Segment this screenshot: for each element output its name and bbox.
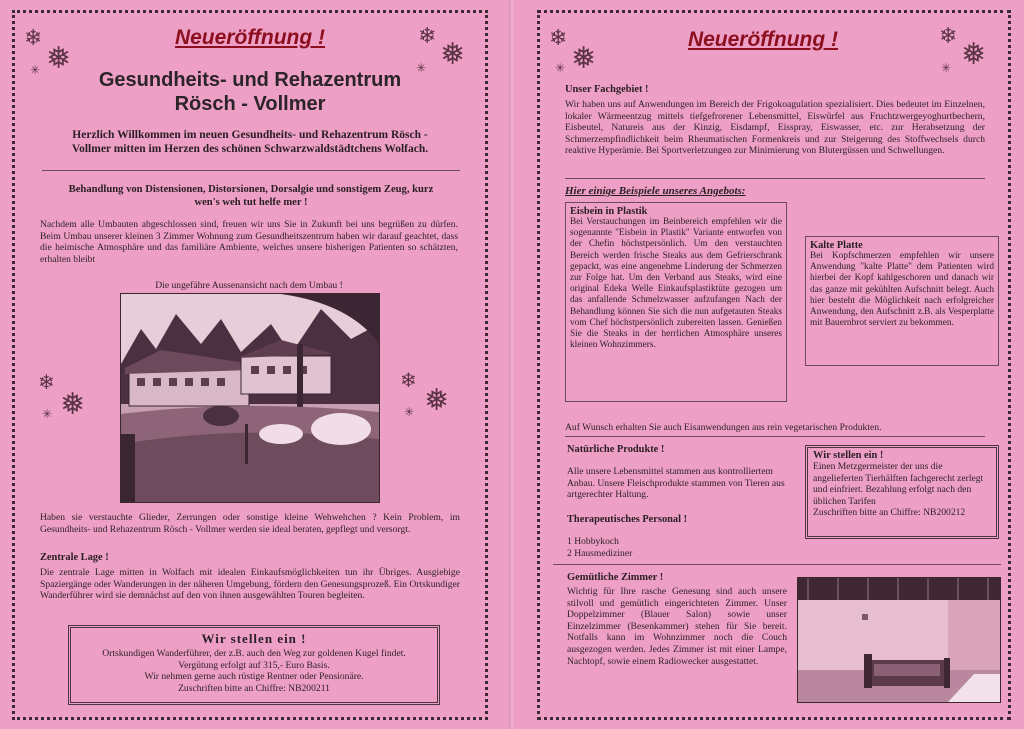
building-photo-graphic — [121, 294, 379, 502]
eisbein-heading: Eisbein in Plastik — [570, 206, 648, 217]
kalte-platte-paragraph: Bei Kopfschmerzen empfehlen wir unsere Anwendung "kalte Platte" dem Patienten wird hierbei der Kopf kahlgeschoren und danach wir das ganze mit gekühlten Aufschnitt belegt. Auch hier besteht die Möglichkeit nach erfolgreicher Anwendung, den Aufschnitt z.B. als Vesperplatte mit Bauernbrot serviert zu bekommen. — [810, 251, 994, 329]
snowflake-icon: ❄ — [418, 24, 437, 49]
center-title — [50, 68, 450, 116]
snowflake-icon: ❅ — [60, 387, 86, 422]
injury-paragraph: Haben sie verstauchte Glieder, Zerrungen oder sonstige kleine Wehwehchen ? Kein Problem, im Gesundheits- und Rehazentrum Rösch - Vollmer werden sie ideal beraten, gepflegt und versorgt. — [40, 512, 460, 535]
treatment-text: Behandlung von Distensionen, Distorsionen, Dorsalgie und sonstigem Zeug, kurz wen's weh tut helfe mer ! — [68, 184, 434, 208]
welcome-text: Herzlich Willkommen im neuen Gesundheits- und Rehazentrum Rösch - Vollmer mitten im Herzen des schönen Schwarzwaldstädtchens Wolfach. — [71, 129, 429, 155]
job-offer-chiffre: Zuschriften bitte an Chiffre: NB200212 — [813, 507, 966, 519]
staff-item: 1 Hobbykoch — [567, 536, 619, 547]
natural-heading: Natürliche Produkte ! — [567, 444, 665, 455]
snowflake-icon: ❅ — [424, 383, 450, 418]
natural-paragraph: Alle unsere Lebensmittel stammen aus kontrolliertem Anbau. Unsere Fleischprodukte stammen von Tieren aus artgerechter Haltung. — [567, 466, 785, 501]
kalte-platte-heading: Kalte Platte — [810, 240, 863, 251]
job-offer-heading: Wir stellen ein ! — [201, 631, 307, 646]
kalte-platte-box — [805, 236, 999, 366]
room-photo — [797, 577, 1001, 703]
photo-caption: Die ungefähre Aussenansicht nach dem Umbau ! — [155, 280, 343, 291]
snowflake-icon: ❅ — [961, 37, 987, 72]
job-offer-box-right — [805, 445, 999, 539]
job-offer-heading: Wir stellen ein ! — [813, 450, 884, 461]
snowflake-icon: ❅ — [440, 37, 466, 72]
location-heading: Zentrale Lage ! — [40, 552, 109, 563]
snowflake-icon: ✳ — [30, 63, 41, 77]
snowflake-icon: ✳ — [42, 407, 53, 421]
center-title-line1: Gesundheits- und Rehazentrum — [98, 69, 402, 91]
snowflake-icon: ✳ — [555, 61, 566, 75]
job-offer-box — [68, 625, 440, 705]
rooms-heading: Gemütliche Zimmer ! — [567, 572, 664, 583]
staff-item: 2 Hausmediziner — [567, 547, 633, 559]
job-offer-chiffre: Zuschriften bitte an Chiffre: NB200211 — [178, 682, 330, 694]
snowflake-icon: ❄ — [38, 370, 55, 394]
snowflake-icon: ❄ — [24, 26, 43, 51]
right-page — [513, 0, 1024, 729]
intro-paragraph: Nachdem alle Umbauten abgeschlossen sind, freuen wir uns Sie in Zukunft bei uns begrüßen zu dürfen. Beim Umbau unserer kleinen 3 Zimmer Wohnung zum Gesundheitszentrum haben wir darauf geachtet, dass die heimische Atmosphäre und das familiäre Ambiente, welches unsere bisherigen Patienten so schätzten, erhalten bleibt — [40, 219, 458, 265]
divider — [565, 436, 985, 437]
field-heading: Unser Fachgebiet ! — [565, 84, 649, 95]
job-offer-paragraph: Einen Metzgermeister der uns die angelieferten Tierhälften fachgerecht zerlegt und einfriert. Bezahlung erfolgt nach den üblichen Tarifen — [813, 461, 984, 507]
center-title-line2: Rösch - Vollmer — [174, 93, 326, 115]
job-offer-line: Vergütung erfolgt auf 315,- Euro Basis. — [178, 659, 330, 671]
snowflake-icon: ❄ — [939, 24, 958, 49]
snowflake-icon: ❄ — [400, 368, 417, 392]
staff-list — [567, 536, 767, 559]
divider — [553, 564, 1001, 565]
field-paragraph: Wir haben uns auf Anwendungen im Bereich der Frigokoagulation spezialisiert. Dies bedeutet im Einzelnen, lokaler Wärmeentzug mittels tiefgefrorener Lebensmittel, Eiswürfel aus Fruchtzwergeyoghurtbechern, Eisbeutel, Natureis aus der Kinzig, Eisdampf, Eisspray, Eiswasser, etc. zur Herabsetzung der Schmerzempfindlichkeit beim Rheumatischen Formenkreis und zur Steigerung des Stoffwechsels durch reaktive Hyperämie. Bei Sportverletzungen zur Minimierung von Blutergüssen und Schwellungen. — [565, 99, 985, 157]
snowflake-icon: ❄ — [549, 26, 568, 51]
room-photo-graphic — [798, 578, 1000, 702]
eisbein-paragraph: Bei Verstauchungen im Beinbereich empfehlen wir die sogenannte "Eisbein in Plastik" Variante entworfen von der Chefin höchstpersönlich. Um den verstauchten Bereich werden frische Steaks aus dem Gefrierschrank gepackt, was eine angenehme Linderung der Schmerzen zur Folge hat. Um den Verband aus Steaks, wird eine original Edeka Welle Einkaufsplastiktüte gezogen um das anfallende Schmelzwasser aufzufangen Nach der Behandlung können Sie sich die nun aufgetauten Steaks vom Chef höchstpersönlich zubereiten lassen. Genießen Sie die Steaks in der herrlichen Atmosphäre unseres kleinen Wohnzimmers. — [570, 217, 782, 351]
snowflake-icon: ✳ — [941, 61, 952, 75]
snowflake-icon: ❅ — [571, 41, 597, 76]
rooms-paragraph: Wichtig für Ihre rasche Genesung sind auch unsere stilvoll und gemütlich eingerichteten Zimmer. Unser Doppelzimmer (Blauer Salon) sowie unser Einzelzimmer (Besenkammer) stehen für Sie bereit. Notfalls kann im Wohnzimmer noch die Couch ausgezogen werden. Jedes Zimmer ist mit einer Lampe, Nachtopf, sowie einem Radiowecker ausgestattet. — [567, 586, 787, 667]
divider — [565, 178, 985, 179]
right-headline: Neueröffnung ! — [687, 28, 839, 51]
location-paragraph: Die zentrale Lage mitten in Wolfach mit idealen Einkaufsmöglichkeiten tun ihr Übriges. Ausgiebige Spaziergänge oder Wanderungen in der näheren Umgebung, fördern den Genesungsprozeß. Ein Ortskundiger Wanderführer wird sie demnächst auf den von ihnen ausgewählten Touren begleiten. — [40, 567, 460, 602]
snowflake-icon: ✳ — [404, 405, 415, 419]
job-offer-line: Wir nehmen gerne auch rüstige Rentner oder Pensionäre. — [144, 671, 364, 683]
snowflake-icon: ✳ — [416, 61, 427, 75]
examples-heading: Hier einige Beispiele unseres Angebots: — [565, 185, 746, 197]
building-photo — [120, 293, 380, 503]
divider — [42, 170, 460, 171]
left-headline: Neueröffnung ! — [174, 26, 326, 49]
eisbein-box — [565, 202, 787, 402]
snowflake-icon: ❅ — [46, 41, 72, 76]
staff-heading: Therapeutisches Personal ! — [567, 514, 688, 525]
left-page — [0, 0, 511, 729]
job-offer-line: Ortskundigen Wanderführer, der z.B. auch den Weg zur goldenen Kugel findet. — [102, 648, 406, 659]
vegetarian-note: Auf Wunsch erhalten Sie auch Eisanwendungen aus rein vegetarischen Produkten. — [565, 422, 882, 433]
